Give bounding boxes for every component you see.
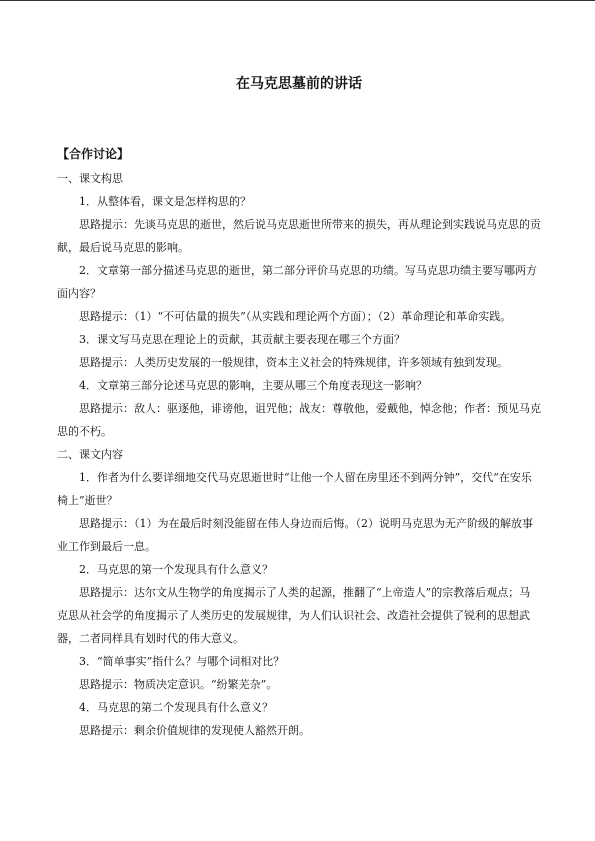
section-heading: 【合作讨论】 (57, 147, 130, 161)
question-2-1: 1．作者为什么要详细地交代马克思逝世时“让他一个人留在房里还不到两分钟”，交代“在安乐椅上”逝世？ (57, 471, 532, 507)
answer-2-3: 思路提示：物质决定意识。“纷繁芜杂”。 (79, 678, 278, 691)
document-body (57, 141, 541, 742)
answer-1-2: 思路提示：（1）“不可估量的损失”（从实践和理论两个方面）；（2）革命理论和革命实践。 (79, 310, 512, 323)
answer-1-4: 思路提示：敌人：驱逐他，诽谤他，诅咒他；战友：尊敬他，爱戴他，悼念他；作者：预见马克思的不朽。 (57, 402, 541, 438)
answer-2-4: 思路提示：剩余价值规律的发现使人豁然开朗。 (79, 724, 310, 737)
question-1-2: 2．文章第一部分描述马克思的逝世，第二部分评价马克思的功绩。写马克思功绩主要写哪两方面内容？ (57, 264, 537, 300)
answer-1-3: 思路提示：人类历史发展的一般规律，资本主义社会的特殊规律，许多领域有独到发现。 (79, 356, 508, 369)
question-1-3: 3．课文写马克思在理论上的贡献，其贡献主要表现在哪三个方面？ (79, 333, 405, 346)
question-2-4: 4．马克思的第二个发现具有什么意义？ (79, 701, 273, 714)
answer-2-1: 思路提示：（1）为在最后时刻没能留在伟人身边而后悔。（2）说明马克思为无产阶级的解放事业工作到最后一息。 (57, 517, 533, 553)
answer-2-2: 思路提示：达尔文从生物学的角度揭示了人类的起源，推翻了“上帝造人”的宗教落后观点；马克思从社会学的角度揭示了人类历史的发展规律，为人们认识社会、改造社会提供了锐利的思想武器，二者同样具有划时代的伟大意义。 (57, 586, 531, 645)
question-1-1: 1．从整体看，课文是怎样构思的？ (79, 195, 251, 208)
question-1-4: 4．文章第三部分论述马克思的影响，主要从哪三个角度表现这一影响？ (79, 379, 427, 392)
part-heading-content: 二、课文内容 (57, 448, 123, 461)
question-2-2: 2．马克思的第一个发现具有什么意义？ (79, 563, 273, 576)
question-2-3: 3．“简单事实”指什么？与哪个词相对比？ (79, 655, 285, 668)
top-border-line (0, 0, 595, 1)
part-heading-structure: 一、课文构思 (57, 172, 123, 185)
document-title: 在马克思墓前的讲话 (236, 76, 362, 92)
answer-1-1: 思路提示：先谈马克思的逝世，然后说马克思逝世所带来的损失，再从理论到实践说马克思的贡献，最后说马克思的影响。 (57, 218, 541, 254)
